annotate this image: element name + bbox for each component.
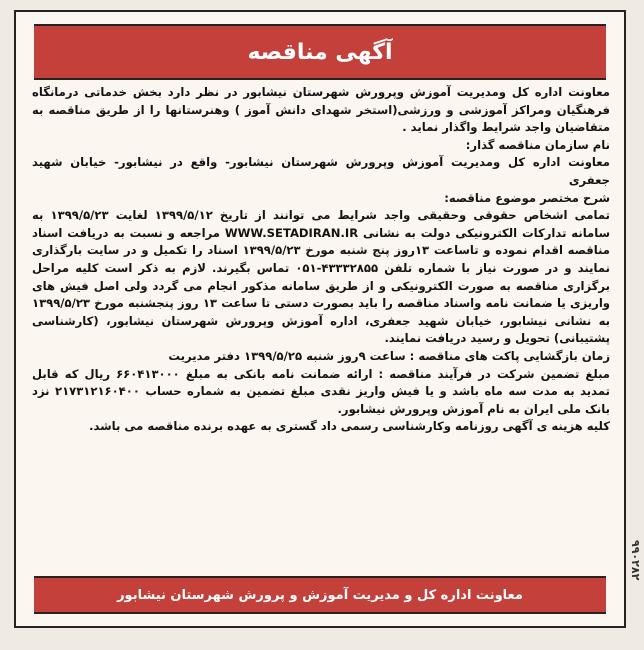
- opening-text: زمان بازگشایی پاکت های مناقصه : ساعت ۹روز شنبه ۱۳۹۹/۵/۲۵ دفتر مدیریت: [168, 348, 610, 363]
- cost-text: کلیه هزینه ی آگهی روزنامه وکارشناسی رسمی داد گستری به عهده برنده مناقصه می باشد.: [89, 419, 610, 434]
- organizer-text: معاونت اداره کل ومدیریت آموزش وپرورش شهرستان نیشابور- واقع در نیشابور- خیابان شهید جعفری: [32, 155, 610, 187]
- subject-heading: شرح مختصر موضوع مناقصه:: [444, 190, 610, 205]
- footer-text: معاونت اداره کل و مدیریت آموزش و پرورش شهرستان نیشابور: [117, 587, 523, 603]
- side-code: ۹۹۰۲۸۲: [629, 540, 642, 581]
- intro-paragraph: معاونت اداره کل ومدیریت آموزش وپرورش شهرستان نیشابور در نظر دارد بخش خدماتی درمانگاه فرهنگیان ومراکز آموزشی و ورزشی(استخر شهدای دانش آموز ) وهنرستانها را از طریق مناقصه به متقاضیان واجد شرایط واگذار نماید .: [32, 85, 610, 135]
- notice-title: آگهی مناقصه: [247, 39, 393, 65]
- guarantee-text: مبلغ تضمین شرکت در فرآیند مناقصه : ارائه ضمانت نامه بانکی به مبلغ ۶۶۰۴۱۳۰۰۰ ریال که قابل تمدید به مدت سه ماه باشد و یا فیش واریز نقدی مبلغ تضمین به شماره حساب ۲۱۷۳۱۲۱۶۰۴۰۰ نزد بانک ملی ایران به نام آموزش وپرورش نیشابور.: [32, 366, 610, 416]
- title-banner: [34, 24, 606, 80]
- organizer-heading: نام سازمان مناقصه گذار:: [465, 137, 610, 152]
- subject-text: تمامی اشخاص حقوقی وحقیقی واجد شرایط می توانند از تاریخ ۱۳۹۹/۵/۱۲ لغایت ۱۳۹۹/۵/۲۳ به سامانه تدارکات الکترونیکی دولت به نشانی WWW.SETADIRAN.IR مراجعه و نسبت به دریافت اسناد مناقصه اقدام نموده و تاساعت ۱۳روز پنج شنبه مورخ ۱۳۹۹/۵/۲۳ اسناد را تکمیل و در سایت بارگذاری نمایند و در صورت نیاز با شماره تلفن ۴۳۳۳۲۸۵۵-۰۵۱ تماس بگیرند. لازم به ذکر است کلیه مراحل برگزاری مناقصه به صورت الکترونیکی و از طریق سامانه مذکور انجام می گردد ولی اصل فیش های واریزی یا ضمانت نامه واسناد مناقصه را باید بصورت دستی تا ساعت ۱۳ روز پنجشنبه مورخ ۱۳۹۹/۵/۲۳ به نشانی نیشابور، خیابان شهید جعفری، اداره آموزش وپرورش شهرستان نیشابور، (کارشناسی پشتیبانی) تحویل و رسید دریافت نمایند.: [32, 208, 611, 346]
- notice-body: [32, 84, 610, 436]
- notice-frame: [14, 10, 626, 628]
- footer-banner: [34, 576, 606, 614]
